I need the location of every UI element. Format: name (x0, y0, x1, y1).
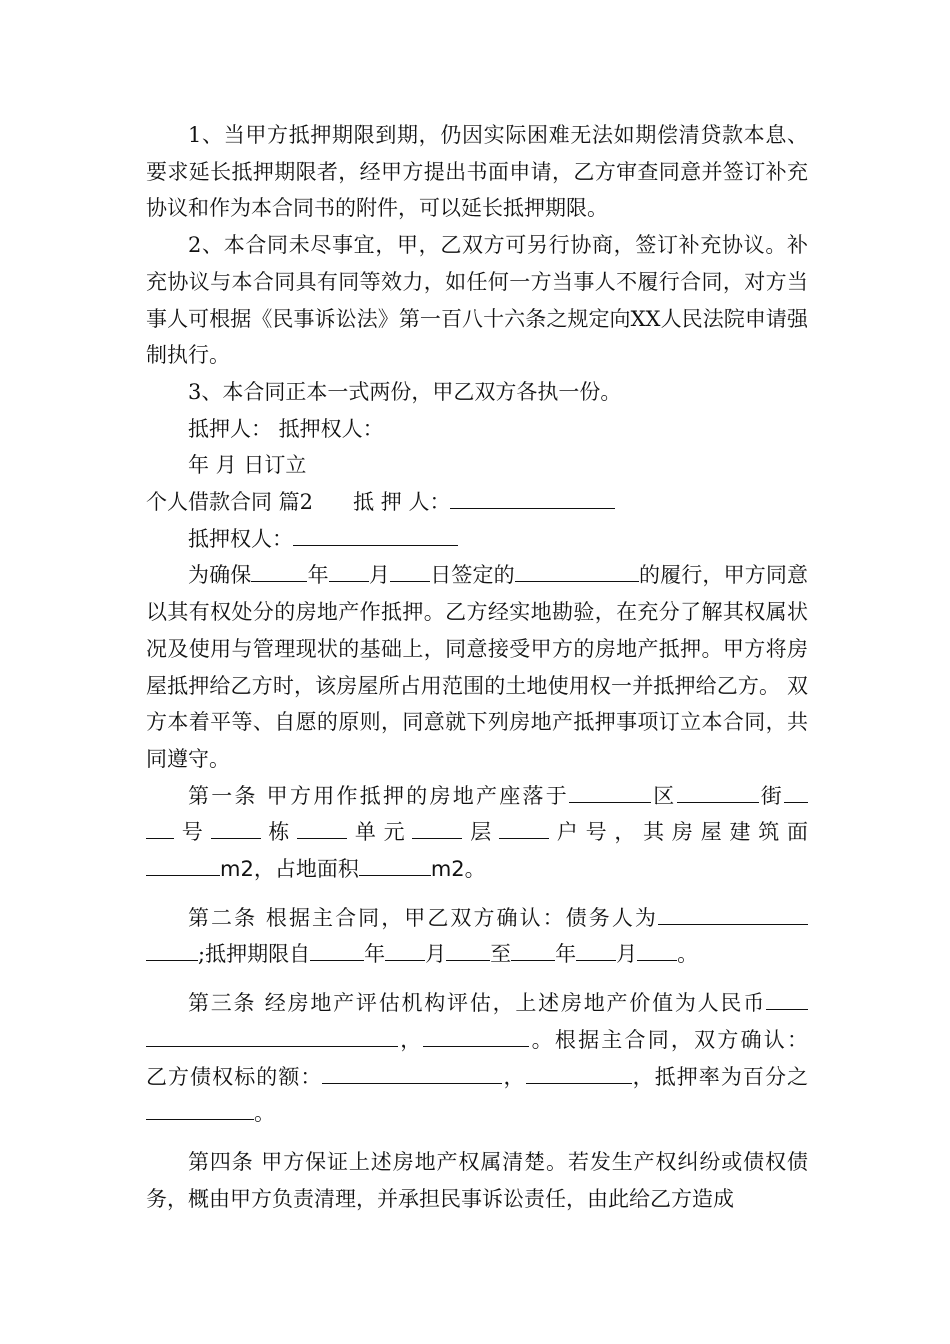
article-3-text: ，抵押率为百分之 (631, 1064, 809, 1089)
article-1-text: 栋 (260, 820, 298, 845)
contract-blank (515, 562, 639, 583)
mortgagor-blank (450, 488, 615, 509)
debtor-blank-b (146, 941, 198, 962)
article-2-line-2 (146, 936, 808, 973)
end-year-blank (511, 941, 555, 962)
unit-blank (297, 818, 347, 839)
floor-blank (412, 818, 462, 839)
article-1-line-3 (146, 851, 808, 888)
article-2-line-1 (146, 900, 808, 937)
document-page (146, 117, 808, 1217)
signature-line: 抵押人： 抵押权人： (188, 416, 384, 441)
intro-text: 的履行，甲方同意以其有权处分的房地产作抵押。乙方经实地勘验，在充分了解其权属状况及使用与管理现状的基础上，同意接受甲方的房地产抵押。甲方将房屋抵押给乙方时，该房屋所占用范围的土地使用权一并抵押给乙方。 双方本着平等、自愿的原则，同意就下列房地产抵押事项订立本合同，共同遵守。 (146, 563, 809, 771)
article-2-text: ;抵押期限自 (198, 942, 311, 967)
building-blank (211, 818, 261, 839)
article-2-text: 年 (364, 942, 386, 967)
article-1-text: 第一条 甲方用作抵押的房地产座落于 (188, 783, 569, 808)
clause-extend-term: 1、当甲方抵押期限到期，仍因实际困难无法如期偿清贷款本息、要求延长抵押期限者，经甲方提出书面申请，乙方审查同意并签订补充协议和作为本合同书的附件，可以延长抵押期限。 (146, 123, 808, 221)
mortgagee-line (146, 521, 808, 558)
rate-blank (146, 1099, 254, 1120)
article-2-text: 月 (425, 942, 447, 967)
floor-area-blank (146, 855, 220, 876)
article-2-text: 。 (677, 942, 699, 967)
section-heading-line (146, 484, 808, 521)
intro-text: 年 (307, 563, 329, 588)
value-blank-b (146, 1026, 398, 1047)
start-month-blank (385, 941, 425, 962)
street-blank (677, 782, 759, 803)
land-area-blank (359, 855, 431, 876)
month-blank (329, 562, 369, 583)
number-blank-a (784, 782, 808, 803)
end-day-blank (637, 941, 677, 962)
article-1-text: 街 (758, 783, 785, 808)
article-3-text: ， (502, 1064, 526, 1089)
value-blank-a (766, 989, 808, 1010)
article-1-text: m2，占地面积 (220, 857, 359, 882)
claim-blank-b (526, 1063, 632, 1084)
article-4: 第四条 甲方保证上述房地产权属清楚。若发生产权纠纷或债权债务，概由甲方负责清理，并承担民事诉讼责任，由此给乙方造成 (146, 1149, 808, 1211)
article-3-text: 。 (254, 1101, 275, 1126)
article-2-text: 第二条 根据主合同，甲乙双方确认：债务人为 (188, 905, 658, 930)
debtor-blank-a (658, 904, 808, 925)
number-blank-b (146, 818, 174, 839)
article-3-line-1 (146, 985, 808, 1022)
intro-text: 月 (368, 563, 391, 588)
article-2-text: 月 (616, 942, 638, 967)
value-blank-c (423, 1026, 529, 1047)
article-1-text: 号 (174, 820, 211, 845)
article-1-text: 层 (462, 820, 500, 845)
intro-paragraph (146, 557, 808, 777)
mortgagee-blank (293, 525, 458, 546)
mortgagor-label: 抵 押 人： (353, 490, 451, 515)
intro-text: 日签定的 (430, 563, 515, 588)
article-1-line-1 (146, 778, 808, 815)
article-2-text: 年 (555, 942, 577, 967)
date-line: 年 月 日订立 (188, 453, 307, 478)
section-title: 个人借款合同 篇2 (146, 490, 314, 515)
clause-copies: 3、本合同正本一式两份，甲乙双方各执一份。 (188, 379, 622, 404)
article-1-text: 区 (650, 783, 677, 808)
clause-supplementary: 2、本合同未尽事宜，甲，乙双方可另行协商，签订补充协议。补充协议与本合同具有同等效力，如任何一方当事人不履行合同，对方当事人可根据《民事诉讼法》第一百八十六条之规定向XX人民法院申请强制执行。 (146, 233, 808, 368)
article-3-line-2 (146, 1022, 808, 1059)
article-3-line-3 (146, 1059, 808, 1096)
article-2-text: 至 (490, 942, 512, 967)
article-1-text: 单元 (347, 820, 413, 845)
article-3-text: 乙方债权标的额： (146, 1064, 323, 1089)
claim-blank-a (322, 1063, 502, 1084)
intro-text: 为确保 (188, 563, 252, 588)
day-blank (390, 562, 430, 583)
article-3-text: ， (398, 1027, 424, 1052)
end-month-blank (576, 941, 616, 962)
start-day-blank (446, 941, 490, 962)
article-3-text: 。根据主合同，双方确认： (529, 1027, 809, 1052)
article-1-line-2 (146, 814, 808, 851)
article-3-line-4 (146, 1095, 808, 1132)
mortgagee-label: 抵押权人： (188, 526, 293, 551)
start-year-blank (310, 941, 364, 962)
room-blank (499, 818, 549, 839)
article-1-text: 户号，其房屋建筑面 (549, 820, 809, 845)
district-blank (569, 782, 651, 803)
article-1-text: m2。 (430, 857, 486, 882)
year-blank (251, 562, 307, 583)
article-3-text: 第三条 经房地产评估机构评估，上述房地产价值为人民币 (188, 991, 766, 1016)
